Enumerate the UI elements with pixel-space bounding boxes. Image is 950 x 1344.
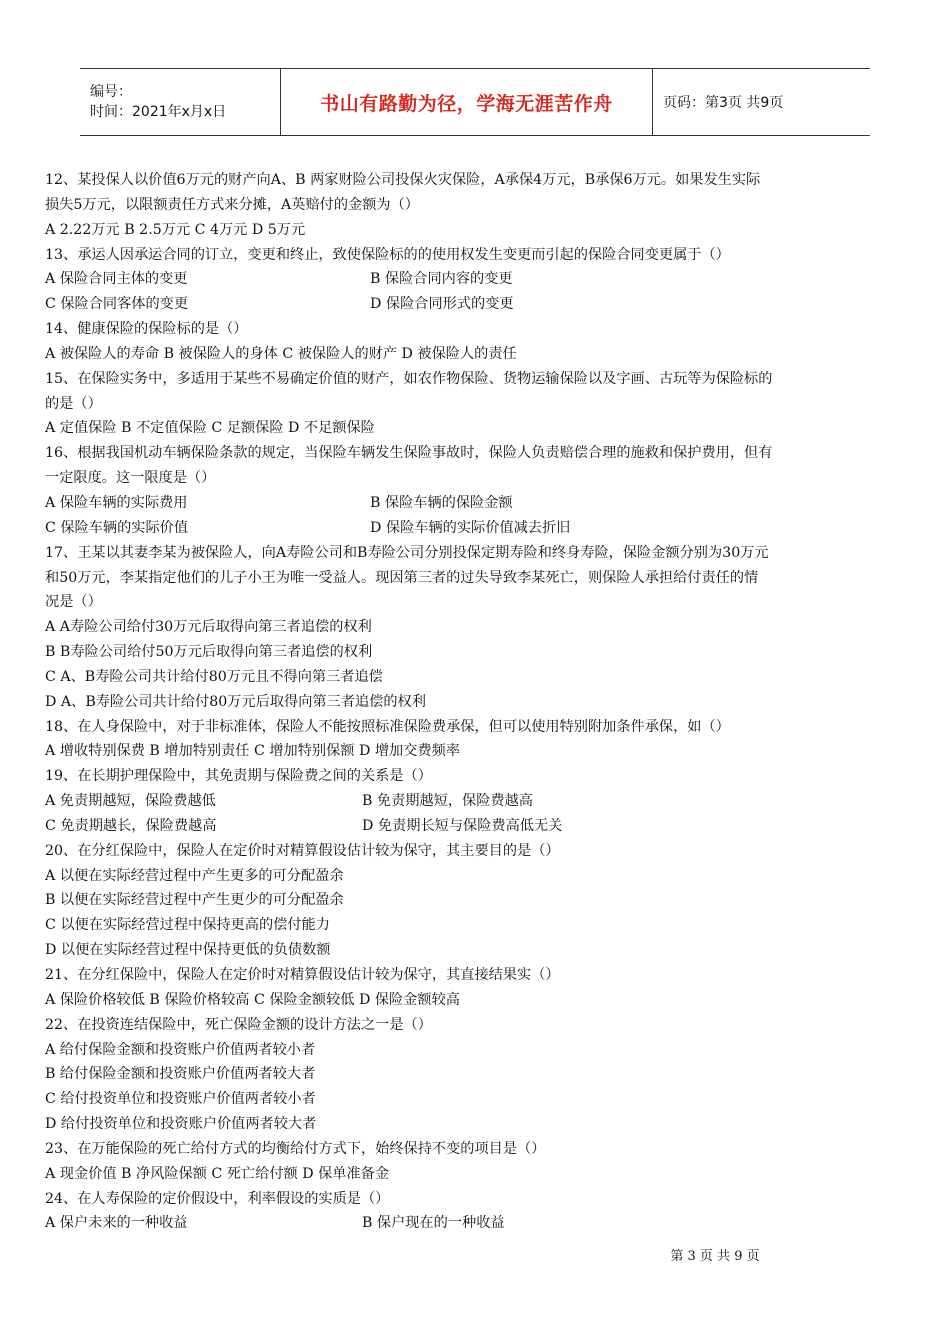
- page-footer: [0, 1245, 950, 1264]
- option-line: A 给付保险金额和投资账户价值两者较小者: [45, 1041, 316, 1058]
- option-line: D 给付投资单位和投资账户价值两者较大者: [45, 1116, 317, 1133]
- option-c: C 保险合同客体的变更: [45, 296, 189, 313]
- text-line: 22、在投资连结保险中，死亡保险金额的设计方法之一是（）: [45, 1016, 432, 1033]
- option-c: C 保险车辆的实际价值: [45, 519, 189, 536]
- option-b: B 保险车辆的保险金额: [370, 494, 513, 511]
- option-line: A 保险价格较低 B 保险价格较高 C 保险金额较低 D 保险金额较高: [45, 991, 460, 1008]
- option-line: C 以便在实际经营过程中保持更高的偿付能力: [45, 917, 330, 934]
- option-line: C 给付投资单位和投资账户价值两者较小者: [45, 1091, 316, 1108]
- text-line: 14、健康保险的保险标的是（）: [45, 321, 248, 338]
- text-line: 21、在分红保险中，保险人在定价时对精算假设估计较为保守，其直接结果实（）: [45, 967, 560, 983]
- question-list: [45, 168, 915, 1236]
- code-label: 编号：: [90, 84, 132, 100]
- text-line: 20、在分红保险中，保险人在定价时对精算假设估计较为保守，其主要目的是（）: [45, 842, 560, 859]
- header-meta: [80, 69, 281, 135]
- text-line: 和50万元，李某指定他们的儿子小王为唯一受益人。现因第三者的过失导致李某死亡，则保险人承担给付责任的情: [45, 569, 759, 586]
- text-line: 一定限度。这一限度是（）: [45, 470, 216, 487]
- text-line: 16、根据我国机动车辆保险条款的规定，当保险车辆发生保险事故时，保险人负责赔偿合理的施救和保护费用，但有: [45, 445, 773, 462]
- text-line: 24、在人寿保险的定价假设中，利率假设的实质是（）: [45, 1190, 390, 1207]
- text-line: 15、在保险实务中，多适用于某些不易确定价值的财产，如农作物保险、货物运输保险以及字画、古玩等为保险标的: [45, 370, 773, 387]
- option-b: B 保险合同内容的变更: [370, 271, 513, 288]
- option-line: A 现金价值 B 净风险保额 C 死亡给付额 D 保单准备金: [45, 1165, 390, 1182]
- text-line: 损失5万元，以限额责任方式来分摊，A英赔付的金额为（）: [45, 196, 419, 213]
- header-motto: 书山有路勤为径，学海无涯苦作舟: [281, 69, 653, 135]
- option-line: A 2.22万元 B 2.5万元 C 4万元 D 5万元: [45, 221, 306, 238]
- option-row: [45, 516, 915, 541]
- option-row: [45, 491, 915, 516]
- option-line: A 被保险人的寿命 B 被保险人的身体 C 被保险人的财产 D 被保险人的责任: [45, 345, 517, 362]
- header-page-info: 页码：第3页 共9页: [663, 95, 784, 111]
- option-line: A A寿险公司给付30万元后取得向第三者追偿的权利: [45, 619, 372, 636]
- option-line: B B寿险公司给付50万元后取得向第三者追偿的权利: [45, 644, 373, 661]
- option-a: A 保户未来的一种收益: [45, 1215, 188, 1232]
- footer-page-number: 第 3 页 共 9 页: [670, 1249, 760, 1264]
- option-line: A 定值保险 B 不定值保险 C 足额保险 D 不足额保险: [45, 420, 375, 437]
- option-line: A 增收特别保费 B 增加特别责任 C 增加特别保额 D 增加交费频率: [45, 743, 460, 760]
- option-line: B 给付保险金额和投资账户价值两者较大者: [45, 1066, 316, 1083]
- option-a: A 免责期越短，保险费越低: [45, 793, 216, 810]
- option-line: B 以便在实际经营过程中产生更少的可分配盈余: [45, 892, 344, 909]
- text-line: 况是（）: [45, 594, 102, 611]
- option-a: A 保险合同主体的变更: [45, 271, 188, 288]
- option-line: D 以便在实际经营过程中保持更低的负债数额: [45, 942, 331, 959]
- text-line: 23、在万能保险的死亡给付方式的均衡给付方式下，始终保持不变的项目是（）: [45, 1140, 546, 1157]
- text-line: 18、在人身保险中，对于非标准体，保险人不能按照标准保险费承保，但可以使用特别附加条件承保，如（）: [45, 718, 730, 735]
- option-row: [45, 789, 915, 814]
- option-row: [45, 292, 915, 317]
- page-header: [80, 68, 870, 136]
- option-line: C A、B寿险公司共计给付80万元且不得向第三者追偿: [45, 668, 383, 685]
- option-d: D 保险合同形式的变更: [370, 296, 514, 313]
- text-line: 12、某投保人以价值6万元的财产向A、B 两家财险公司投保火灾保险，A承保4万元，B承保6万元。如果发生实际: [45, 172, 761, 188]
- option-line: D A、B寿险公司共计给付80万元后取得向第三者追偿的权利: [45, 693, 426, 710]
- option-row: [45, 1211, 915, 1236]
- text-line: 19、在长期护理保险中，其免责期与保险费之间的关系是（）: [45, 768, 432, 785]
- option-a: A 保险车辆的实际费用: [45, 494, 188, 511]
- time-label: 时间：2021年x月x日: [90, 104, 227, 120]
- text-line: 13、承运人因承运合同的订立，变更和终止，致使保险标的的使用权发生变更而引起的保险合同变更属于（）: [45, 246, 730, 263]
- option-b: B 保户现在的一种收益: [362, 1215, 505, 1232]
- option-d: D 保险车辆的实际价值减去折旧: [370, 519, 571, 536]
- option-row: [45, 814, 915, 839]
- option-row: [45, 267, 915, 292]
- text-line: 的是（）: [45, 395, 102, 412]
- text-line: 17、王某以其妻李某为被保险人，向A寿险公司和B寿险公司分别投保定期寿险和终身寿险，保险金额分别为30万元: [45, 544, 769, 561]
- option-d: D 免责期长短与保险费高低无关: [362, 817, 563, 834]
- option-b: B 免责期越短，保险费越高: [362, 793, 533, 810]
- option-line: A 以便在实际经营过程中产生更多的可分配盈余: [45, 867, 344, 884]
- option-c: C 免责期越长，保险费越高: [45, 817, 217, 834]
